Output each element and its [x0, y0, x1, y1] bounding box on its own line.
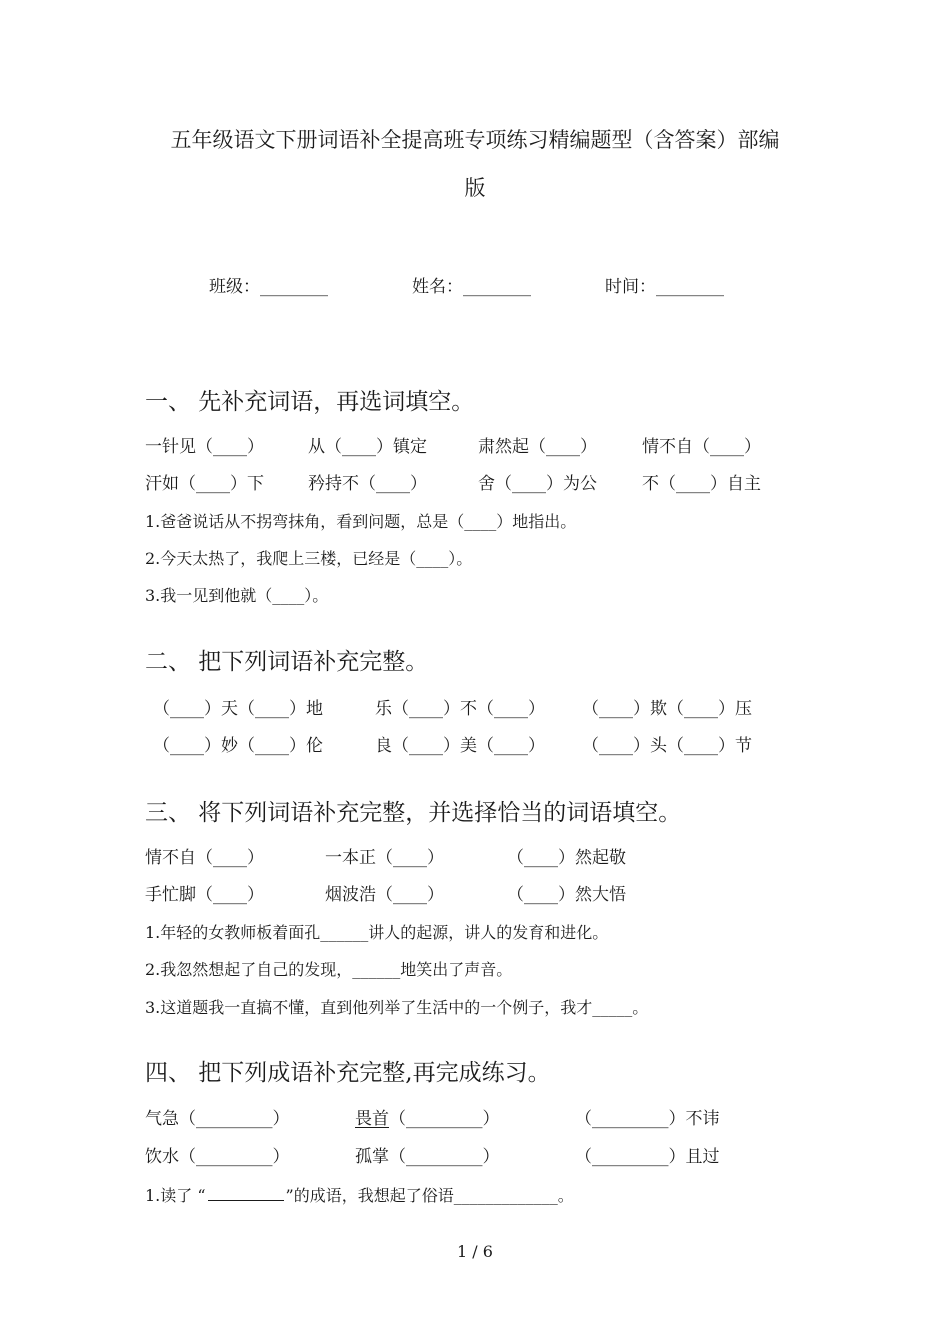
question-suffix: ”的成语，我想起了俗语_____________。: [285, 1186, 574, 1205]
word-item: 情不自（____）: [145, 848, 264, 868]
document-title-line1: 五年级语文下册词语补全提高班专项练习精编题型（含答案）部编: [170, 128, 780, 152]
word-item: （____）头（____）节: [582, 736, 752, 756]
document-title-line2: 版: [464, 176, 486, 200]
section-1-question-2: 2.今天太热了，我爬上三楼，已经是（____）。: [145, 549, 473, 568]
word-item: 不（____）自主: [642, 474, 761, 494]
class-field: 班级：________: [209, 277, 328, 297]
word-item: 孤掌（_________）: [355, 1147, 500, 1167]
word-item: 一针见（____）: [145, 437, 264, 457]
name-field: 姓名：________: [412, 277, 531, 297]
section-1-question-3: 3.我一见到他就（____）。: [145, 586, 329, 605]
word-item: 良（____）美（____）: [375, 736, 545, 756]
word-item: 舍（____）为公: [478, 474, 597, 494]
word-item: 气急（_________）: [145, 1109, 290, 1129]
word-item: 情不自（____）: [642, 437, 761, 457]
section-1-question-1: 1.爸爸说话从不拐弯抹角，看到问题，总是（____）地指出。: [145, 512, 577, 531]
word-blank: （_________）: [389, 1109, 500, 1129]
word-item: （____）天（____）地: [153, 699, 323, 719]
section-4-heading: 四、 把下列成语补充完整,再完成练习。: [145, 1060, 551, 1086]
word-item: [355, 1104, 500, 1129]
section-3-question-3: 3.这道题我一直搞不懂，直到他列举了生活中的一个例子，我才_____。: [145, 998, 649, 1017]
word-item: （____）妙（____）伦: [153, 736, 323, 756]
word-item: （____）然起敬: [507, 848, 626, 868]
section-3-question-2: 2.我忽然想起了自己的发现，______地笑出了声音。: [145, 960, 513, 979]
section-1-heading: 一、 先补充词语，再选词填空。: [145, 389, 475, 415]
word-item: 饮水（_________）: [145, 1147, 290, 1167]
section-2-heading: 二、 把下列词语补充完整。: [145, 649, 429, 675]
word-item: （_________）且过: [575, 1147, 720, 1167]
page-number: 1 / 6: [457, 1242, 493, 1261]
word-item: 乐（____）不（____）: [375, 699, 545, 719]
question-prefix: 1.读了 “: [145, 1186, 206, 1205]
word-item: 矜持不（____）: [308, 474, 427, 494]
answer-blank-line: [208, 1186, 284, 1201]
word-item: （____）然大悟: [507, 885, 626, 905]
word-item: （____）欺（____）压: [582, 699, 752, 719]
section-3-heading: 三、 将下列词语补充完整，并选择恰当的词语填空。: [145, 800, 682, 826]
word-item: 烟波浩（____）: [325, 885, 444, 905]
section-4-question-1: [145, 1183, 574, 1206]
word-item: 手忙脚（____）: [145, 885, 264, 905]
word-item: 汗如（____）下: [145, 474, 264, 494]
section-3-question-1: 1.年轻的女教师板着面孔______讲人的起源，讲人的发育和进化。: [145, 923, 609, 942]
word-item: 一本正（____）: [325, 848, 444, 868]
time-field: 时间：________: [605, 277, 724, 297]
word-item: 从（____）镇定: [308, 437, 427, 457]
underlined-word: 畏首: [355, 1109, 389, 1129]
word-item: （_________）不讳: [575, 1109, 720, 1129]
word-item: 肃然起（____）: [478, 437, 597, 457]
